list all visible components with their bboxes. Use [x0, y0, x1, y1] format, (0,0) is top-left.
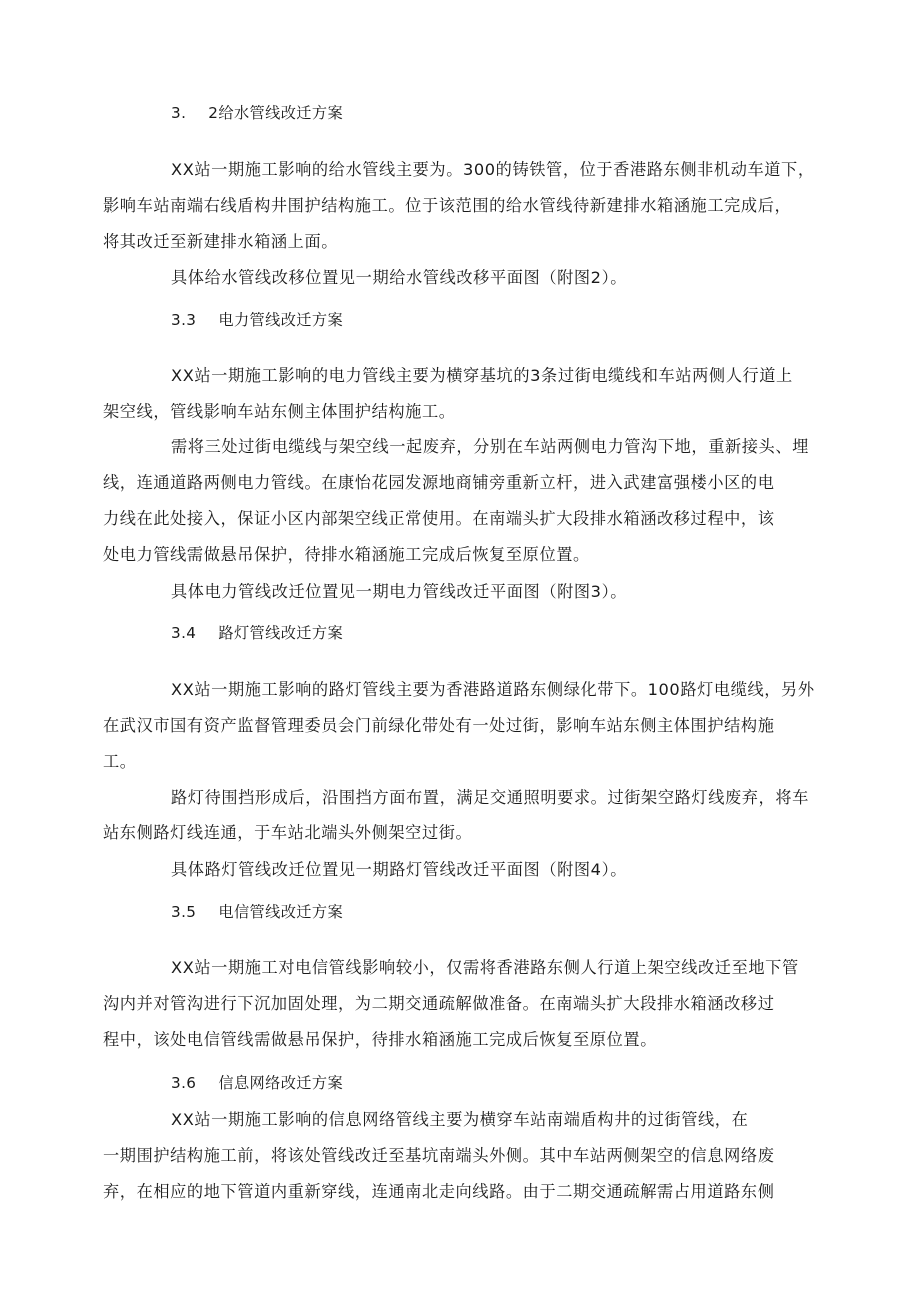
section-heading-3-4 — [171, 623, 343, 643]
section-title: 电力管线改迁方案 — [218, 311, 344, 329]
section-title: 路灯管线改迁方案 — [218, 624, 344, 642]
section-heading-3-6 — [171, 1073, 343, 1093]
text-line: 路灯待围挡形成后，沿围挡方面布置，满足交通照明要求。过街架空路灯线废弃，将车 — [171, 788, 809, 807]
section-heading-3-2 — [171, 103, 343, 123]
section-number: 3.6 — [171, 1074, 197, 1092]
text-line: XX站一期施工影响的电力管线主要为横穿基坑的3条过街电缆线和车站两侧人行道上 — [171, 366, 793, 385]
text-line: 具体电力管线改迁位置见一期电力管线改迁平面图（附图3）。 — [171, 582, 628, 601]
section-number: 3.5 — [171, 903, 197, 921]
text-line: 一期围护结构施工前，将该处管线改迁至基坑南端头外侧。其中车站两侧架空的信息网络废 — [103, 1146, 775, 1165]
text-line: 力线在此处接入，保证小区内部架空线正常使用。在南端头扩大段排水箱涵改移过程中，该 — [103, 509, 775, 528]
text-line: 程中，该处电信管线需做悬吊保护，待排水箱涵施工完成后恢复至原位置。 — [103, 1030, 657, 1049]
section-heading-3-3 — [171, 310, 343, 330]
text-line: 架空线，管线影响车站东侧主体围护结构施工。 — [103, 402, 456, 421]
text-line: XX站一期施工影响的信息网络管线主要为横穿车站南端盾构井的过街管线，在 — [171, 1110, 749, 1129]
text-line: 线，连通道路两侧电力管线。在康怡花园发源地商铺旁重新立杆，进入武建富强楼小区的电 — [103, 473, 775, 492]
section-heading-3-5 — [171, 902, 343, 922]
text-line: 具体路灯管线改迁位置见一期路灯管线改迁平面图（附图4）。 — [171, 860, 628, 879]
section-title: 电信管线改迁方案 — [218, 903, 344, 921]
text-line: XX站一期施工对电信管线影响较小，仅需将香港路东侧人行道上架空线改迁至地下管 — [171, 958, 799, 977]
text-line: 工。 — [103, 752, 137, 771]
text-line: 需将三处过街电缆线与架空线一起废弃，分别在车站两侧电力管沟下地，重新接头、埋 — [171, 437, 809, 456]
text-line: 具体给水管线改移位置见一期给水管线改移平面图（附图2）。 — [171, 268, 628, 287]
text-line: XX站一期施工影响的给水管线主要为。300的铸铁管，位于香港路东侧非机动车道下， — [171, 160, 815, 179]
section-title: 2给水管线改迁方案 — [208, 104, 344, 122]
text-line: 弃，在相应的地下管道内重新穿线，连通南北走向线路。由于二期交通疏解需占用道路东侧 — [103, 1182, 775, 1201]
section-number: 3.3 — [171, 311, 197, 329]
text-line: 将其改迁至新建排水箱涵上面。 — [103, 232, 339, 251]
text-line: 沟内并对管沟进行下沉加固处理，为二期交通疏解做准备。在南端头扩大段排水箱涵改移过 — [103, 994, 775, 1013]
text-line: 在武汉市国有资产监督管理委员会门前绿化带处有一处过街，影响车站东侧主体围护结构施 — [103, 716, 775, 735]
section-title: 信息网络改迁方案 — [218, 1074, 344, 1092]
section-number: 3. — [171, 104, 187, 122]
text-line: XX站一期施工影响的路灯管线主要为香港路道路东侧绿化带下。100路灯电缆线，另外 — [171, 680, 815, 699]
text-line: 影响车站南端右线盾构井围护结构施工。位于该范围的给水管线待新建排水箱涵施工完成后， — [103, 196, 792, 215]
section-number: 3.4 — [171, 624, 197, 642]
text-line: 站东侧路灯线连通，于车站北端头外侧架空过街。 — [103, 823, 473, 842]
text-line: 处电力管线需做悬吊保护，待排水箱涵施工完成后恢复至原位置。 — [103, 545, 590, 564]
